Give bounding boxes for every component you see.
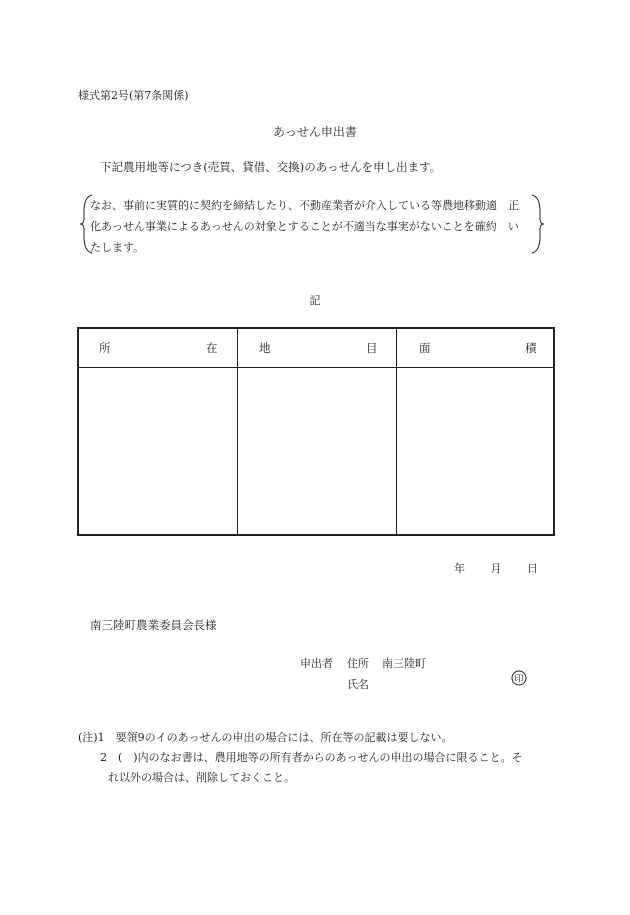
header-landtype-2: 目 bbox=[366, 341, 378, 355]
note-2-line-1: 2 ( )内のなお書は、農用地等の所有者からのあっせんの申出の場合に限ること。そ bbox=[100, 751, 523, 764]
intro-statement: 下記農用地等につき(売買、貸借、交換)のあっせんを申し出ます。 bbox=[100, 160, 442, 174]
year-label: 年 bbox=[454, 562, 465, 575]
bracket-text-line-3: たします。 bbox=[90, 241, 145, 254]
header-location-2: 在 bbox=[206, 341, 218, 355]
day-label: 日 bbox=[527, 562, 538, 575]
ki-heading: 記 bbox=[309, 294, 321, 307]
month-label: 月 bbox=[490, 562, 502, 575]
recipient: 南三陸町農業委員会長様 bbox=[90, 618, 217, 632]
bracket-text-line-1: なお、事前に実質的に契約を締結したり、不動産業者が介入している等農地移動適 正 bbox=[90, 199, 519, 212]
address-value: 南三陸町 bbox=[382, 657, 426, 670]
seal-icon bbox=[511, 670, 527, 686]
applicant-label: 申出者 bbox=[300, 657, 333, 670]
seal-char: 印 bbox=[514, 674, 524, 685]
column-divider bbox=[396, 329, 397, 534]
note-2-line-2: れ以外の場合は、削除しておくこと。 bbox=[108, 771, 295, 784]
name-label: 氏名 bbox=[347, 678, 369, 691]
bracket-text-line-2: 化あっせん事業によるあっせんの対象とすることが不適当な事実がないことを確約 い bbox=[90, 220, 519, 233]
document-title: あっせん申出書 bbox=[273, 125, 357, 139]
note-1: (注)1 要領9のイのあっせんの申出の場合には、所在等の記載は要しない。 bbox=[78, 731, 453, 744]
header-area-2: 積 bbox=[525, 341, 537, 355]
date-line bbox=[432, 560, 538, 576]
header-location-1: 所 bbox=[99, 341, 111, 355]
address-label: 住所 bbox=[347, 657, 369, 670]
right-bracket bbox=[530, 193, 544, 255]
table-header bbox=[79, 329, 553, 368]
land-table bbox=[77, 327, 555, 536]
column-divider bbox=[237, 329, 238, 534]
header-landtype-1: 地 bbox=[259, 341, 271, 355]
header-area-1: 面 bbox=[419, 341, 431, 355]
form-number: 様式第2号(第7条関係) bbox=[78, 89, 189, 102]
